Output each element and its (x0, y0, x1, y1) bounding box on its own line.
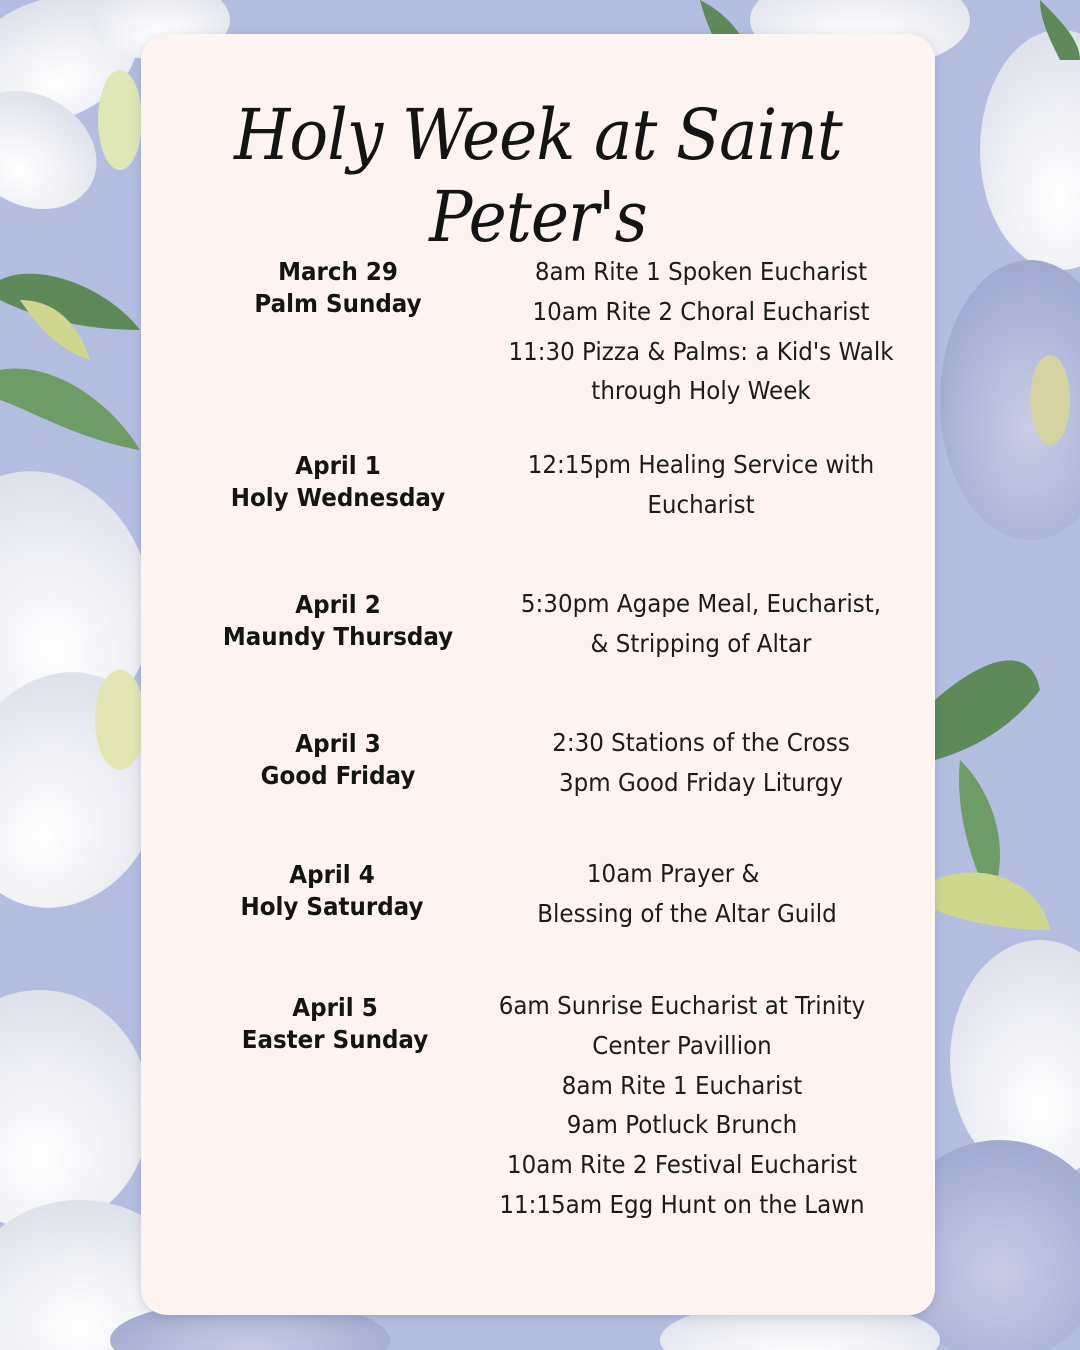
day-label: Palm Sunday (254, 289, 422, 318)
day-label: Holy Wednesday (230, 483, 446, 512)
day-label: Good Friday (260, 761, 416, 790)
event-line: through Holy Week (591, 376, 811, 406)
event-line: 3pm Good Friday Liturgy (559, 767, 843, 797)
event-line: Center Pavillion (592, 1030, 772, 1060)
day-heading-easter-sunday (214, 992, 457, 1056)
date-label: April 1 (295, 451, 381, 480)
event-line: 10am Rite 2 Choral Eucharist (532, 296, 870, 326)
events-holy-saturday (466, 854, 908, 934)
date-label: March 29 (278, 257, 398, 286)
day-label: Maundy Thursday (222, 622, 454, 651)
date-label: April 3 (295, 729, 381, 758)
events-palm-sunday (480, 252, 922, 411)
event-line: 11:15am Egg Hunt on the Lawn (499, 1189, 865, 1219)
events-maundy-thursday (480, 584, 922, 664)
date-label: April 5 (292, 993, 378, 1022)
events-holy-wednesday (480, 445, 922, 525)
event-line: 12:15pm Healing Service with (527, 450, 875, 479)
day-label: Holy Saturday (240, 892, 424, 921)
event-line: 10am Prayer & (586, 859, 760, 888)
event-line: Eucharist (647, 489, 755, 519)
event-line: Blessing of the Altar Guild (537, 898, 837, 928)
event-line: 8am Rite 1 Eucharist (561, 1070, 803, 1100)
day-heading-holy-wednesday (217, 450, 460, 514)
event-line: 2:30 Stations of the Cross (552, 728, 850, 757)
day-heading-good-friday (217, 728, 460, 792)
events-easter-sunday (461, 986, 903, 1225)
date-label: April 4 (289, 860, 375, 889)
event-line: 10am Rite 2 Festival Eucharist (506, 1150, 858, 1180)
day-heading-palm-sunday (217, 256, 460, 320)
day-label: Easter Sunday (241, 1025, 429, 1054)
event-line: 11:30 Pizza & Palms: a Kid's Walk (508, 336, 894, 366)
event-line: 6am Sunrise Eucharist at Trinity (498, 991, 866, 1020)
schedule-card (141, 34, 935, 1315)
day-heading-holy-saturday (211, 859, 454, 923)
event-line: & Stripping of Altar (590, 628, 812, 658)
events-good-friday (480, 723, 922, 803)
date-label: April 2 (295, 590, 381, 619)
page-title: Holy Week at Saint Peter's (234, 94, 842, 258)
event-line: 8am Rite 1 Spoken Eucharist (534, 257, 868, 286)
day-heading-maundy-thursday (217, 589, 460, 653)
event-line: 9am Potluck Brunch (566, 1110, 798, 1140)
event-line: 5:30pm Agape Meal, Eucharist, (520, 589, 882, 618)
